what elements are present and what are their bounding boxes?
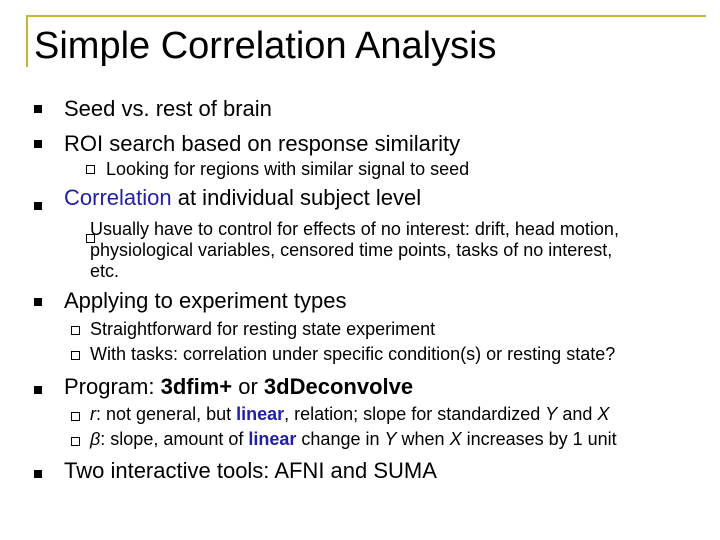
control-effects-line1: Usually have to control for effects of no interest: drift, head motion, xyxy=(90,219,619,239)
square-bullet-icon xyxy=(34,140,42,148)
square-bullet-icon xyxy=(34,298,42,306)
square-bullet-icon xyxy=(34,386,42,394)
bullet-correlation-level xyxy=(64,185,421,211)
beta-y-symbol: Y xyxy=(384,429,397,449)
bullet-program xyxy=(64,374,413,400)
square-bullet-icon xyxy=(34,470,42,478)
program-3dfim: 3dfim+ xyxy=(160,374,233,399)
hollow-square-bullet-icon xyxy=(71,412,80,421)
beta-symbol: β xyxy=(90,429,101,449)
program-prefix: Program: xyxy=(64,374,161,399)
beta-text-1: : slope, amount of xyxy=(100,429,249,449)
program-3ddeconvolve: 3dDeconvolve xyxy=(263,374,414,399)
bullet-experiment-types: Applying to experiment types xyxy=(64,288,347,313)
slide-title: Simple Correlation Analysis xyxy=(34,25,497,67)
hollow-square-bullet-icon xyxy=(86,165,95,174)
sub-bullet-r-definition xyxy=(90,404,609,425)
r-text-1: : not general, but xyxy=(96,404,237,424)
title-frame-top xyxy=(26,15,706,17)
sub-bullet-control-effects xyxy=(90,219,619,282)
r-x-symbol: X xyxy=(597,404,610,424)
square-bullet-icon xyxy=(34,202,42,210)
sub-bullet-resting-state: Straightforward for resting state experiment xyxy=(90,319,436,339)
hollow-square-bullet-icon xyxy=(71,351,80,360)
r-and: and xyxy=(557,404,598,424)
beta-text-2: change in xyxy=(296,429,385,449)
bullet-interactive-tools: Two interactive tools: AFNI and SUMA xyxy=(64,458,437,483)
sub-bullet-with-tasks: With tasks: correlation under specific condition(s) or resting state? xyxy=(90,344,616,364)
beta-text-3: increases by 1 unit xyxy=(461,429,617,449)
hollow-square-bullet-icon xyxy=(71,326,80,335)
correlation-rest: at individual subject level xyxy=(171,185,422,210)
beta-when: when xyxy=(396,429,450,449)
control-effects-line2: physiological variables, censored time points, tasks of no interest, xyxy=(90,240,613,260)
r-symbol: r xyxy=(90,404,96,424)
bullet-roi-search: ROI search based on response similarity xyxy=(64,131,461,156)
control-effects-line3: etc. xyxy=(90,261,120,281)
r-text-2: , relation; slope for standardized xyxy=(284,404,546,424)
r-linear-term: linear xyxy=(236,404,285,424)
beta-x-symbol: X xyxy=(449,429,462,449)
title-frame-left xyxy=(26,15,28,67)
sub-bullet-regions: Looking for regions with similar signal to seed xyxy=(106,159,470,179)
correlation-term: Correlation xyxy=(64,185,172,210)
r-y-symbol: Y xyxy=(545,404,558,424)
beta-linear-term: linear xyxy=(248,429,297,449)
bullet-seed-vs-brain: Seed vs. rest of brain xyxy=(64,96,272,121)
sub-bullet-beta-definition xyxy=(90,429,617,450)
program-or: or xyxy=(232,374,264,399)
square-bullet-icon xyxy=(34,105,42,113)
hollow-square-bullet-icon xyxy=(71,437,80,446)
